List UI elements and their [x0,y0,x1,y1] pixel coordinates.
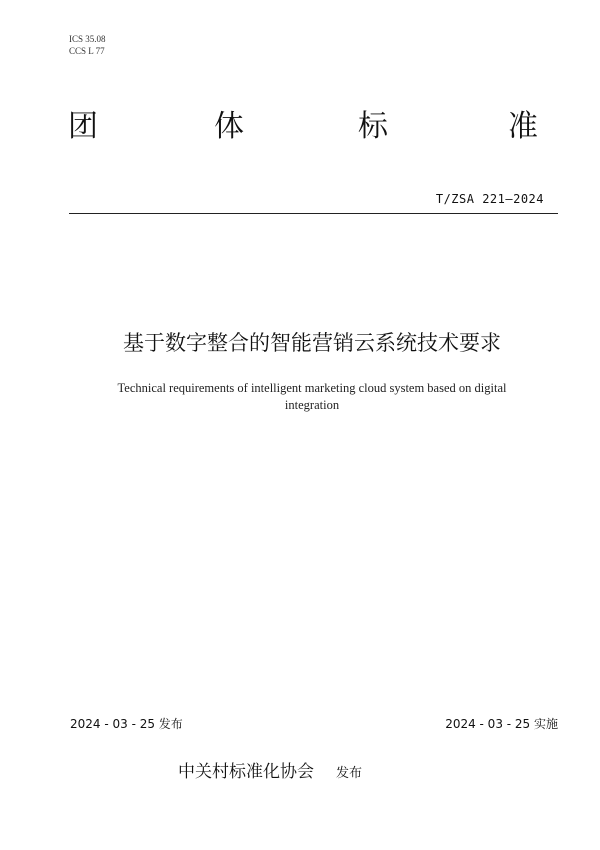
issuer-name: 中关村标准化协会 [178,762,314,782]
standard-number: T/ZSA 221—2024 [435,192,544,206]
standard-kind-char: 准 [508,109,538,144]
standard-kind-char: 标 [358,109,388,144]
ccs-code: CCS L 77 [69,46,105,56]
document-title-english: Technical requirements of intelligent marketing cloud system based on digital integration [117,381,507,412]
header-divider [69,213,558,214]
implementation-date: 2024 - 03 - 25 实施 [445,717,558,731]
issuer-suffix: 发布 [336,766,363,781]
standard-kind-char: 体 [214,109,244,144]
issuing-organization [178,760,362,786]
document-title-chinese: 基于数字整合的智能营销云系统技术要求 [123,331,501,355]
ics-code: ICS 35.08 [69,34,106,44]
issue-date: 2024 - 03 - 25 发布 [70,717,183,731]
standard-kind-char: 团 [68,109,98,144]
